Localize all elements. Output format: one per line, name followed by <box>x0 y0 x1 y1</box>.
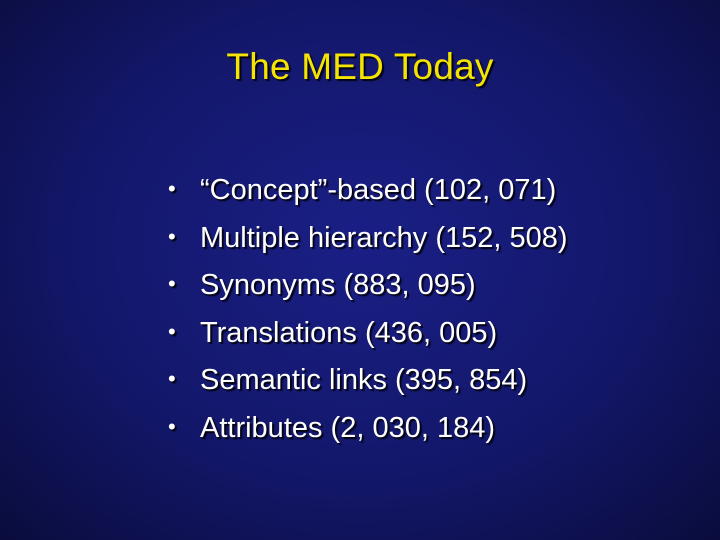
bullet-text: Semantic links (395, 854) <box>200 364 528 396</box>
bullet-item <box>168 222 568 270</box>
bullet-item <box>168 174 568 222</box>
bullet-item <box>168 364 568 412</box>
bullet-list <box>168 174 568 459</box>
bullet-item <box>168 317 568 365</box>
slide-title: The MED Today <box>226 46 494 87</box>
bullet-icon: • <box>168 413 176 439</box>
bullet-icon: • <box>168 318 176 344</box>
bullet-item <box>168 269 568 317</box>
bullet-icon: • <box>168 366 176 391</box>
bullet-item <box>168 412 568 460</box>
bullet-icon: • <box>168 176 176 201</box>
bullet-text: Translations (436, 005) <box>200 316 498 349</box>
bullet-text: Attributes (2, 030, 184) <box>200 411 495 444</box>
bullet-icon: • <box>168 271 176 296</box>
bullet-text: Multiple hierarchy (152, 508) <box>200 221 568 254</box>
bullet-icon: • <box>168 223 176 249</box>
bullet-text: “Concept”-based (102, 071) <box>200 174 557 206</box>
bullet-text: Synonyms (883, 095) <box>200 269 476 301</box>
